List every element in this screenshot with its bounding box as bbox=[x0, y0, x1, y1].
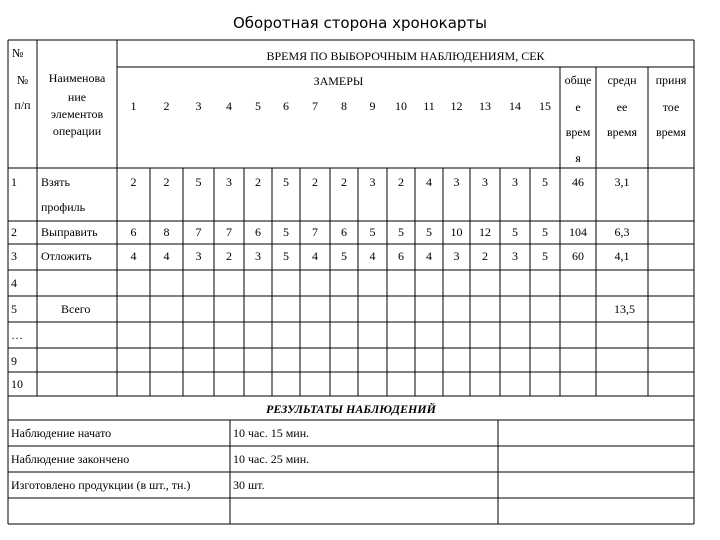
operation-name-header-line: Наименова bbox=[48, 71, 106, 85]
row-number: 9 bbox=[11, 354, 17, 368]
total-time-value: 46 bbox=[572, 175, 584, 189]
avg-time-value: 6,3 bbox=[614, 225, 630, 239]
row-number: 4 bbox=[11, 276, 17, 290]
measurement-value: 3 bbox=[195, 249, 202, 263]
measurement-value: 6 bbox=[130, 225, 137, 239]
measurement-value: 3 bbox=[255, 249, 261, 263]
operation-name-line: профиль bbox=[41, 200, 86, 214]
measurement-value: 5 bbox=[369, 225, 376, 239]
avg-time-value: 3,1 bbox=[614, 175, 630, 189]
operation-name-header-line: операции bbox=[52, 124, 102, 138]
measurement-value: 4 bbox=[312, 249, 318, 263]
measurement-value: 5 bbox=[283, 225, 289, 239]
measurement-value: 4 bbox=[130, 249, 137, 263]
avg-time-header-line: ее bbox=[616, 100, 628, 114]
measure-number: 3 bbox=[195, 99, 202, 113]
measurement-value: 3 bbox=[226, 175, 232, 189]
measurement-value: 7 bbox=[195, 225, 202, 239]
measure-number: 11 bbox=[423, 99, 435, 113]
total-time-header-line: обще bbox=[564, 73, 592, 87]
measurement-value: 3 bbox=[453, 249, 460, 263]
measurement-value: 2 bbox=[312, 175, 318, 189]
measurement-value: 7 bbox=[312, 225, 318, 239]
measurement-value: 2 bbox=[163, 175, 170, 189]
total-label: Всего bbox=[61, 302, 91, 316]
measure-number: 13 bbox=[479, 99, 491, 113]
measurement-value: 5 bbox=[398, 225, 404, 239]
measurement-value: 7 bbox=[226, 225, 232, 239]
measurements-header: ЗАМЕРЫ bbox=[313, 74, 364, 88]
row-number: 3 bbox=[11, 249, 17, 263]
operation-name-line: Взять bbox=[41, 175, 70, 189]
measurement-value: 3 bbox=[453, 175, 460, 189]
number-header: № bbox=[12, 46, 24, 60]
measure-number: 8 bbox=[341, 99, 347, 113]
grand-total-value: 13,5 bbox=[614, 302, 635, 316]
accepted-time-header-line: время bbox=[655, 125, 687, 139]
total-time-header-line: е bbox=[575, 100, 581, 114]
avg-time-value: 4,1 bbox=[614, 249, 630, 263]
result-label: Изготовлено продукции (в шт., тн.) bbox=[11, 478, 191, 492]
measure-number: 5 bbox=[255, 99, 261, 113]
row-number: … bbox=[11, 328, 23, 342]
measurement-value: 2 bbox=[255, 175, 261, 189]
total-time-value: 60 bbox=[572, 249, 584, 263]
results-header: РЕЗУЛЬТАТЫ НАБЛЮДЕНИЙ bbox=[266, 402, 436, 416]
measurement-value: 5 bbox=[341, 249, 347, 263]
measurement-value: 6 bbox=[341, 225, 347, 239]
measure-number: 14 bbox=[509, 99, 521, 113]
measure-number: 7 bbox=[312, 99, 318, 113]
measurement-value: 5 bbox=[283, 249, 289, 263]
total-time-header-line: я bbox=[575, 151, 581, 165]
page-title: Оборотная сторона хронокарты bbox=[232, 14, 487, 32]
measurement-value: 4 bbox=[426, 249, 432, 263]
measure-number: 2 bbox=[163, 99, 170, 113]
accepted-time-header-line: приня bbox=[655, 73, 687, 87]
measurement-value: 5 bbox=[426, 225, 432, 239]
operation-name-header-line: элементов bbox=[50, 107, 104, 121]
measure-number: 10 bbox=[395, 99, 407, 113]
accepted-time-header-line: тое bbox=[662, 100, 680, 114]
measurement-value: 8 bbox=[163, 225, 170, 239]
result-value: 30 шт. bbox=[233, 478, 265, 492]
time-header: ВРЕМЯ ПО ВЫБОРОЧНЫМ НАБЛЮДЕНИЯМ, СЕК bbox=[266, 49, 545, 63]
measurement-value: 3 bbox=[482, 175, 488, 189]
measurement-value: 2 bbox=[226, 249, 232, 263]
measurement-value: 6 bbox=[255, 225, 261, 239]
avg-time-header-line: средн bbox=[607, 73, 637, 87]
measurement-value: 5 bbox=[195, 175, 202, 189]
measurement-value: 5 bbox=[542, 249, 548, 263]
measurement-value: 2 bbox=[130, 175, 137, 189]
measurement-value: 4 bbox=[163, 249, 170, 263]
result-label: Наблюдение закончено bbox=[11, 452, 130, 466]
measure-number: 15 bbox=[539, 99, 551, 113]
measurement-value: 4 bbox=[369, 249, 376, 263]
measure-number: 6 bbox=[283, 99, 289, 113]
measurement-value: 2 bbox=[482, 249, 488, 263]
measure-number: 9 bbox=[369, 99, 376, 113]
total-time-value: 104 bbox=[569, 225, 587, 239]
measurement-value: 5 bbox=[542, 225, 548, 239]
avg-time-header-line: время bbox=[606, 125, 638, 139]
measurement-value: 10 bbox=[450, 225, 463, 239]
measurement-value: 3 bbox=[369, 175, 376, 189]
measurement-value: 2 bbox=[398, 175, 404, 189]
measurement-value: 3 bbox=[512, 175, 518, 189]
number-pp-header-line: № bbox=[16, 73, 29, 87]
operation-name-header-line: ние bbox=[67, 90, 87, 104]
measurement-value: 2 bbox=[341, 175, 347, 189]
operation-name: Выправить bbox=[41, 225, 98, 239]
measurement-value: 3 bbox=[512, 249, 518, 263]
total-time-header-line: врем bbox=[565, 125, 591, 139]
row-number: 5 bbox=[11, 302, 17, 316]
row-number: 2 bbox=[11, 225, 17, 239]
measurement-value: 4 bbox=[426, 175, 432, 189]
measure-number: 12 bbox=[450, 99, 463, 113]
measurement-value: 5 bbox=[542, 175, 548, 189]
operation-name: Отложить bbox=[41, 249, 92, 263]
row-number: 10 bbox=[11, 377, 23, 391]
result-label: Наблюдение начато bbox=[11, 426, 112, 440]
result-value: 10 час. 25 мин. bbox=[233, 452, 310, 466]
measure-number: 1 bbox=[130, 99, 137, 113]
row-number: 1 bbox=[11, 175, 17, 189]
measurement-value: 6 bbox=[398, 249, 404, 263]
measurement-value: 5 bbox=[283, 175, 289, 189]
result-value: 10 час. 15 мин. bbox=[233, 426, 310, 440]
measure-number: 4 bbox=[226, 99, 232, 113]
measurement-value: 5 bbox=[512, 225, 518, 239]
number-pp-header-line: п/п bbox=[14, 98, 31, 112]
measurement-value: 12 bbox=[479, 225, 491, 239]
